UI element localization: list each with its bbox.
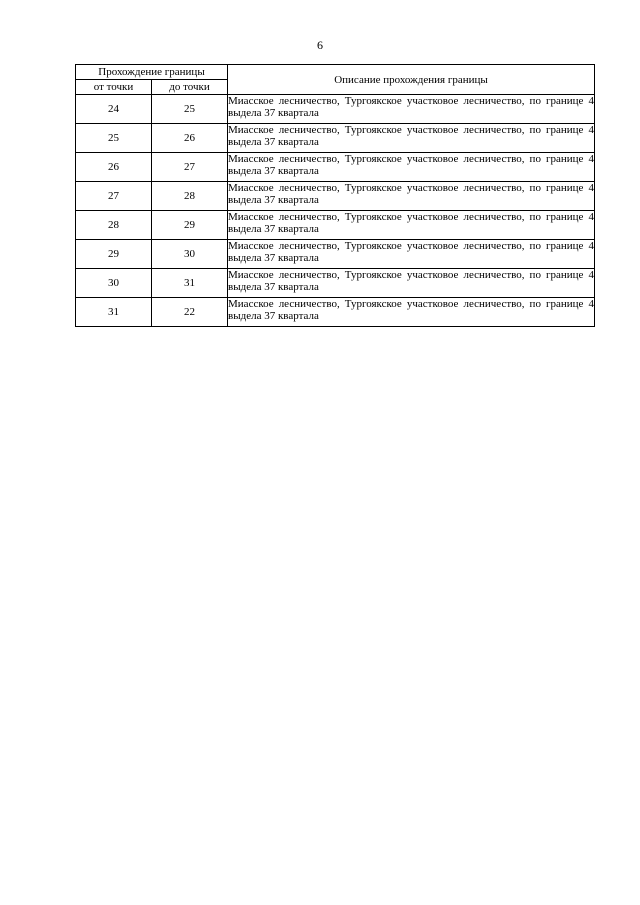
table-row [76,240,595,269]
boundary-table [75,64,595,327]
from-point-cell: 27 [76,182,152,211]
table-row [76,124,595,153]
description-cell: Миасское лесничество, Тургоякское участковое лесничество, по границе 4 выдела 37 квартала [228,182,595,211]
header-from-point: от точки [76,80,152,95]
description-cell: Миасское лесничество, Тургоякское участковое лесничество, по границе 4 выдела 37 квартала [228,124,595,153]
page-number: 6 [317,38,323,52]
table-row [76,211,595,240]
header-to-point: до точки [152,80,228,95]
from-point-cell: 29 [76,240,152,269]
from-point-cell: 26 [76,153,152,182]
table-row [76,182,595,211]
to-point-cell: 26 [152,124,228,153]
header-description: Описание прохождения границы [228,65,595,95]
to-point-cell: 28 [152,182,228,211]
from-point-cell: 31 [76,298,152,327]
table-row [76,153,595,182]
to-point-cell: 31 [152,269,228,298]
header-boundary-passage: Прохождение границы [76,65,228,80]
from-point-cell: 25 [76,124,152,153]
to-point-cell: 30 [152,240,228,269]
description-cell: Миасское лесничество, Тургоякское участковое лесничество, по границе 4 выдела 37 квартала [228,269,595,298]
from-point-cell: 28 [76,211,152,240]
from-point-cell: 30 [76,269,152,298]
table-row [76,298,595,327]
description-cell: Миасское лесничество, Тургоякское участковое лесничество, по границе 4 выдела 37 квартала [228,211,595,240]
description-cell: Миасское лесничество, Тургоякское участковое лесничество, по границе 4 выдела 37 квартала [228,298,595,327]
from-point-cell: 24 [76,95,152,124]
to-point-cell: 29 [152,211,228,240]
to-point-cell: 25 [152,95,228,124]
description-cell: Миасское лесничество, Тургоякское участковое лесничество, по границе 4 выдела 37 квартала [228,240,595,269]
table-row [76,269,595,298]
table-row [76,95,595,124]
to-point-cell: 27 [152,153,228,182]
table-body [76,95,595,327]
table-header [76,65,595,95]
description-cell: Миасское лесничество, Тургоякское участковое лесничество, по границе 4 выдела 37 квартала [228,95,595,124]
description-cell: Миасское лесничество, Тургоякское участковое лесничество, по границе 4 выдела 37 квартала [228,153,595,182]
to-point-cell: 22 [152,298,228,327]
